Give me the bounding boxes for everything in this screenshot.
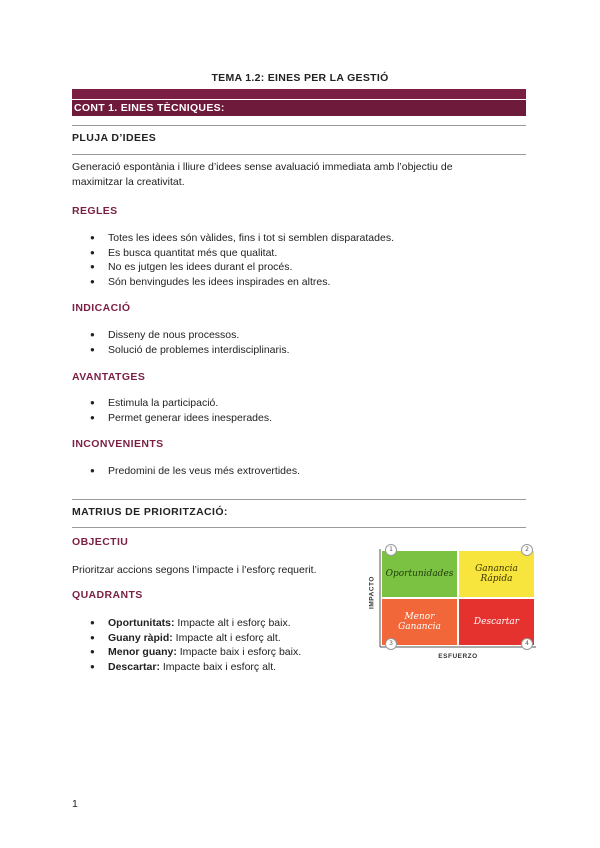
quadrant-desc: Impacte alt i esforç alt.: [172, 631, 281, 644]
list-item: [90, 616, 301, 631]
y-axis-label: IMPACTO: [368, 576, 376, 609]
rules-heading: REGLES: [72, 205, 118, 217]
objective-text: Prioritzar accions segons l’impacte i l’esforç requerit.: [72, 564, 317, 576]
divider: [72, 527, 526, 528]
advantages-list: [90, 396, 272, 425]
list-item: [90, 631, 301, 646]
quadrants-heading: QUADRANTS: [72, 589, 143, 601]
description-line: maximitzar la creativitat.: [72, 176, 185, 188]
priority-matrix-figure: [366, 541, 538, 667]
page-number: 1: [72, 798, 78, 810]
list-item: [90, 645, 301, 660]
section-banner: CONT 1. EINES TÈCNIQUES:: [72, 100, 526, 116]
header-bar: [72, 89, 526, 99]
badge-2: 2: [521, 544, 533, 556]
rules-list: [90, 231, 394, 289]
objective-heading: OBJECTIU: [72, 536, 129, 548]
divider: [72, 154, 526, 155]
list-item: ● Es busca quantitat més que qualitat.: [90, 246, 394, 261]
advantages-heading: AVANTATGES: [72, 371, 146, 383]
quadrant-label-line: Ganancia: [475, 564, 518, 574]
quadrant-desc: Impacte baix i esforç baix.: [176, 646, 302, 658]
badge-4: 4: [521, 638, 533, 650]
quadrants-list: [90, 616, 301, 674]
drawbacks-list: [90, 464, 300, 479]
quadrant-label: [398, 612, 441, 632]
divider: [72, 125, 526, 126]
matrix-heading: MATRIUS DE PRIORITZACIÓ:: [72, 506, 228, 518]
quadrant-label: [475, 564, 518, 584]
quadrant-term: Descartar:: [108, 660, 160, 673]
quadrant-term: Guany ràpid:: [108, 631, 173, 644]
list-item: ● Permet generar idees inesperades.: [90, 411, 272, 426]
indication-heading: INDICACIÓ: [72, 302, 131, 314]
badge-3: 3: [385, 638, 397, 650]
quadrant-label: Oportunidades: [385, 569, 454, 579]
list-item: ● Estimula la participació.: [90, 396, 272, 411]
quadrant-label-line: Rápida: [480, 574, 513, 584]
quadrant-opportunities: [382, 551, 457, 597]
list-item: ● Són benvingudes les idees inspirades en altres.: [90, 275, 394, 290]
quadrant-desc: Impacte alt i esforç baix.: [174, 617, 291, 629]
quadrant-label-line: Menor: [404, 612, 435, 622]
description-line: Generació espontània i lliure d’idees sense avaluació immediata amb l’objectiu de: [72, 161, 453, 173]
brainstorm-description: [72, 160, 502, 190]
quadrant-label: Descartar: [473, 617, 520, 627]
divider: [72, 499, 526, 500]
indication-list: [90, 328, 290, 357]
list-item: ● Solució de problemes interdisciplinaris.: [90, 343, 290, 358]
page-title: TEMA 1.2: EINES PER LA GESTIÓ: [211, 72, 389, 84]
badge-1: 1: [385, 544, 397, 556]
list-item: ● Disseny de nous processos.: [90, 328, 290, 343]
quadrant-term: Oportunitats:: [108, 617, 175, 629]
list-item: ● Predomini de les veus més extrovertides.: [90, 464, 300, 479]
quadrant-term: Menor guany:: [108, 646, 177, 658]
quadrant-label-line: Ganancia: [398, 622, 441, 632]
list-item: ● Totes les idees són vàlides, fins i tot si semblen disparatades.: [90, 231, 394, 246]
drawbacks-heading: INCONVENIENTS: [72, 438, 164, 450]
quadrant-quick-wins: [459, 551, 534, 597]
x-axis-label: ESFUERZO: [438, 653, 478, 660]
brainstorm-heading: PLUJA D’IDEES: [72, 132, 157, 144]
list-item: ● No es jutgen les idees durant el procés.: [90, 260, 394, 275]
list-item: [90, 660, 301, 675]
quadrant-desc: Impacte baix i esforç alt.: [159, 660, 277, 673]
